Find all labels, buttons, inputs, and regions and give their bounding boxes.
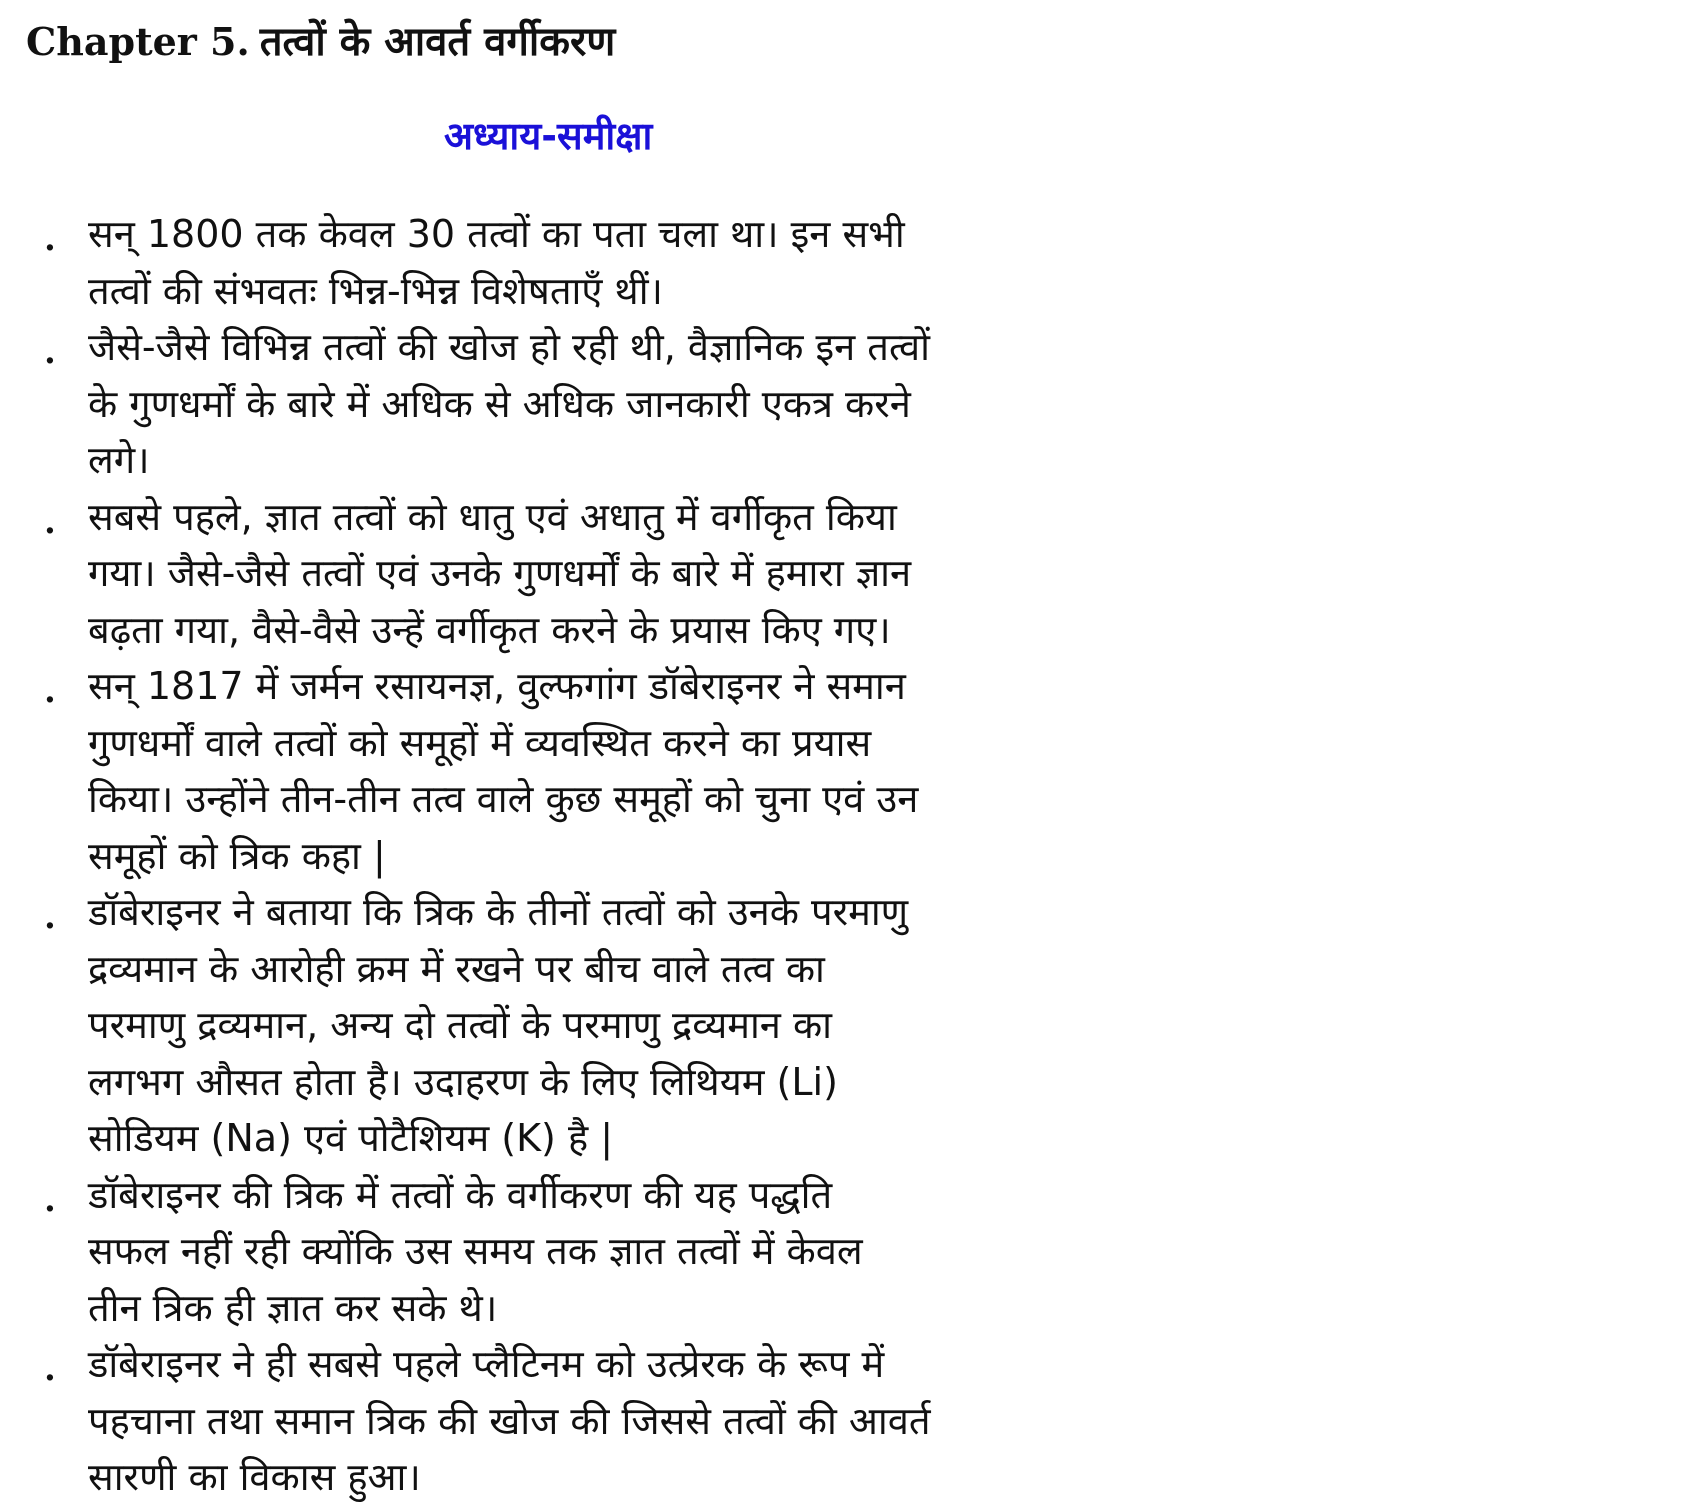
- review-point-line: डॉबेराइनर की त्रिक में तत्वों के वर्गीकरण की यह पद्धति: [88, 1172, 833, 1217]
- review-point-line: गुणधर्मों वाले तत्वों को समूहों में व्यवस्थित करने का प्रयास: [88, 720, 872, 765]
- bullet-marker: .: [44, 1349, 56, 1389]
- review-point-line: सन् 1817 में जर्मन रसायनज्ञ, वुल्फगांग डॉबेराइनर ने समान: [88, 664, 906, 708]
- review-point-6: [0, 1167, 1180, 1337]
- review-point-line: सबसे पहले, ज्ञात तत्वों को धातु एवं अधातु में वर्गीकृत किया: [88, 494, 897, 539]
- review-point-4: [0, 658, 1180, 884]
- review-point-line: गया। जैसे-जैसे तत्वों एवं उनके गुणधर्मों के बारे में हमारा ज्ञान: [88, 551, 912, 595]
- review-point-line: जैसे-जैसे विभिन्न तत्वों की खोज हो रही थी, वैज्ञानिक इन तत्वों: [88, 325, 930, 369]
- chapter-label: Chapter 5.: [26, 19, 250, 64]
- review-point-line: लगे।: [88, 438, 150, 482]
- bullet-marker: .: [44, 671, 56, 711]
- chapter-title-hindi: तत्वों के आवर्त वर्गीकरण: [259, 19, 616, 65]
- review-point-line: द्रव्यमान के आरोही क्रम में रखने पर बीच वाले तत्व का: [88, 946, 825, 991]
- review-point-line: तीन त्रिक ही ज्ञात कर सके थे।: [88, 1285, 498, 1330]
- bullet-marker: .: [44, 1179, 56, 1220]
- review-point-line: सफल नहीं रही क्योंकि उस समय तक ज्ञात तत्वों में केवल: [88, 1229, 863, 1273]
- review-point-line: तत्वों की संभवतः भिन्न-भिन्न विशेषताएँ थीं।: [88, 268, 663, 313]
- review-point-1: [0, 206, 1180, 319]
- bullet-marker: .: [44, 897, 56, 937]
- bullet-marker: .: [44, 332, 56, 372]
- review-point-line: किया। उन्होंने तीन-तीन तत्व वाले कुछ समूहों को चुना एवं उन: [88, 777, 919, 821]
- review-point-3: [0, 489, 1180, 659]
- review-point-7: [0, 1336, 1180, 1506]
- section-heading: अध्याय-समीक्षा: [444, 114, 653, 158]
- review-point-line: सोडियम (Na) एवं पोटैशियम (K) है |: [88, 1116, 614, 1160]
- review-point-line: पहचाना तथा समान त्रिक की खोज की जिससे तत्वों की आवर्त: [88, 1398, 931, 1443]
- review-point-line: के गुणधर्मों के बारे में अधिक से अधिक जानकारी एकत्र करने: [88, 381, 911, 426]
- review-point-line: डॉबेराइनर ने बताया कि त्रिक के तीनों तत्वों को उनके परमाणु: [88, 890, 909, 934]
- review-point-2: [0, 319, 1180, 489]
- review-point-line: समूहों को त्रिक कहा |: [88, 833, 386, 878]
- review-point-line: सारणी का विकास हुआ।: [88, 1455, 421, 1499]
- review-point-line: बढ़ता गया, वैसे-वैसे उन्हें वर्गीकृत करने के प्रयास किए गए।: [88, 607, 891, 652]
- chapter-title: [26, 14, 615, 70]
- review-point-line: डॉबेराइनर ने ही सबसे पहले प्लैटिनम को उत्प्रेरक के रूप में: [88, 1342, 885, 1386]
- bullet-marker: .: [44, 219, 56, 259]
- bullet-marker: .: [44, 501, 56, 542]
- review-point-line: लगभग औसत होता है। उदाहरण के लिए लिथियम (Li): [88, 1059, 838, 1104]
- review-point-line: सन् 1800 तक केवल 30 तत्वों का पता चला था। इन सभी: [88, 212, 905, 256]
- review-points-list: [0, 206, 1180, 1506]
- review-point-line: परमाणु द्रव्यमान, अन्य दो तत्वों के परमाणु द्रव्यमान का: [88, 1003, 832, 1047]
- review-point-5: [0, 884, 1180, 1167]
